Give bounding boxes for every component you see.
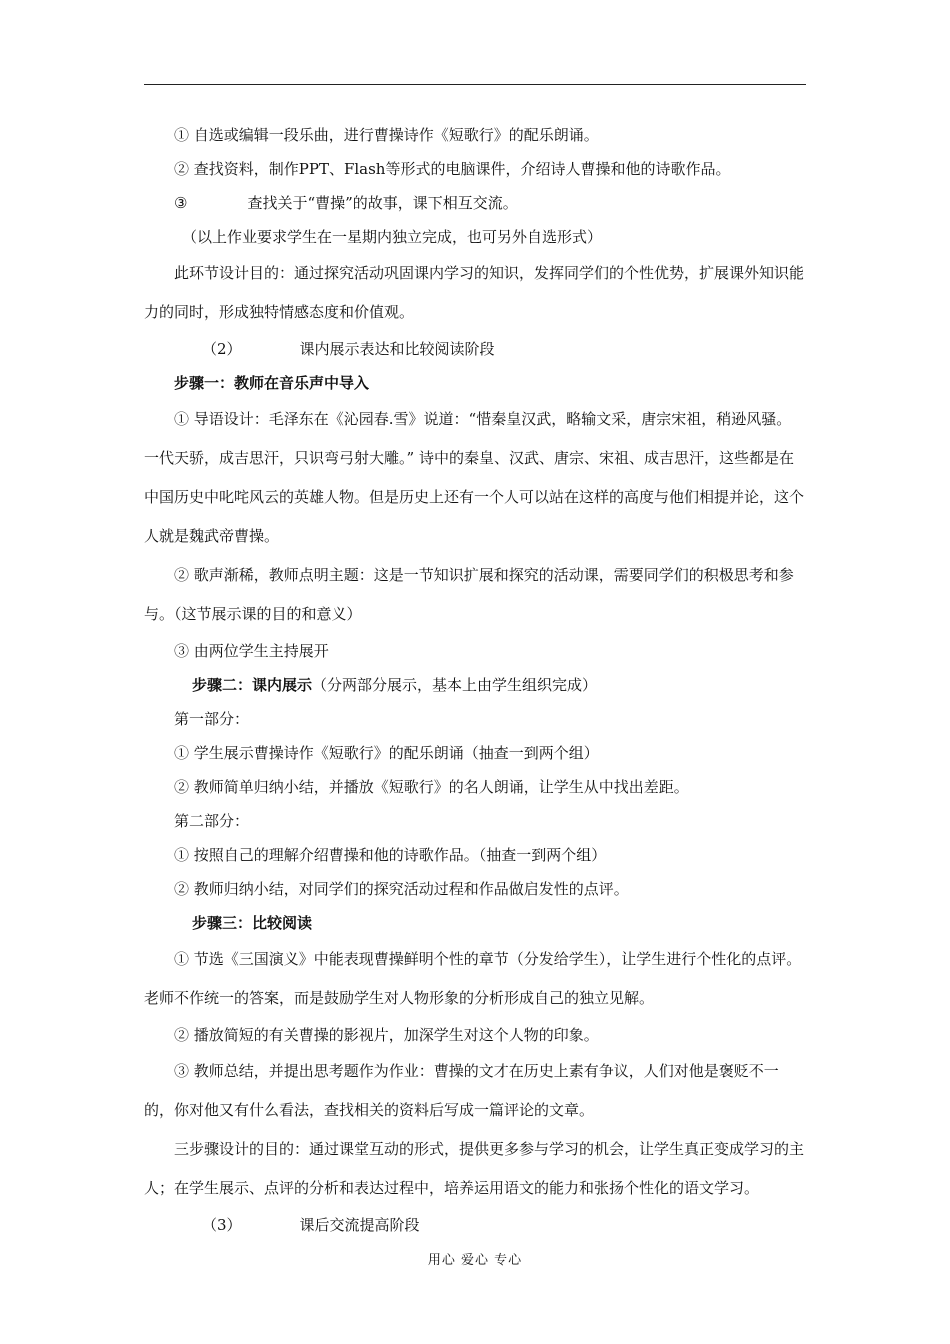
part-1-item-1: ① 学生展示曹操诗作《短歌行》的配乐朗诵（抽查一到两个组）: [174, 744, 599, 762]
part-2-item-1: ① 按照自己的理解介绍曹操和他的诗歌作品。（抽查一到两个组）: [174, 846, 607, 864]
header-rule: [144, 84, 806, 85]
paragraph-3: [144, 186, 806, 220]
step-3-heading: 步骤三：比较阅读: [192, 914, 313, 932]
section-3-heading: [144, 1208, 806, 1242]
step-1-heading: 步骤一：教师在音乐声中导入: [174, 374, 370, 392]
part-2-item-2: ② 教师归纳小结，对同学们的探究活动过程和作品做启发性的点评。: [174, 880, 629, 898]
paragraph-2: ② 查找资料，制作PPT、Flash等形式的电脑课件，介绍诗人曹操和他的诗歌作品。: [174, 160, 731, 178]
part-2-label: 第二部分：: [174, 812, 250, 830]
step-2-heading: [144, 668, 806, 702]
section-3-title: 课后交流提高阶段: [299, 1216, 420, 1234]
item-3-text: 查找关于“曹操”的故事，课下相互交流。: [247, 194, 518, 212]
paragraph-4: （以上作业要求学生在一星期内独立完成，也可另外自选形式）: [182, 228, 603, 246]
document-body: [144, 118, 806, 1242]
step-1-item-3: ③ 由两位学生主持展开: [174, 642, 329, 660]
section-3-number: （3）: [202, 1216, 242, 1234]
section-2-heading: [144, 332, 806, 366]
paragraph-5: 此环节设计目的：通过探究活动巩固课内学习的知识，发挥同学们的个性优势，扩展课外知识能力的同时，形成独特情感态度和价值观。: [144, 264, 805, 321]
step-3-item-1: ① 节选《三国演义》中能表现曹操鲜明个性的章节（分发给学生），让学生进行个性化的点评。老师不作统一的答案，而是鼓励学生对人物形象的分析形成自己的独立见解。: [144, 950, 802, 1007]
paragraph-purpose: 三步骤设计的目的：通过课堂互动的形式，提供更多参与学习的机会，让学生真正变成学习的主人；在学生展示、点评的分析和表达过程中，培养运用语文的能力和张扬个性化的语文学习。: [144, 1140, 805, 1197]
step-1-item-1: ① 导语设计：毛泽东在《沁园春.雪》说道：“惜秦皇汉武，略输文采，唐宗宋祖，稍逊风骚。一代天骄，成吉思汗，只识弯弓射大雕。” 诗中的秦皇、汉武、唐宗、宋祖、成吉思汗，这些都是在中国历史中叱咤风云的英雄人物。但是历史上还有一个人可以站在这样的高度与他们相提并论，这个人就是魏武帝曹操。: [144, 410, 805, 545]
section-2-title: 课内展示表达和比较阅读阶段: [299, 340, 495, 358]
step-3-item-3: ③ 教师总结，并提出思考题作为作业：曹操的文才在历史上素有争议，人们对他是褒贬不一的，你对他又有什么看法，查找相关的资料后写成一篇评论的文章。: [144, 1062, 779, 1119]
paragraph-1: ① 自选或编辑一段乐曲，进行曹操诗作《短歌行》的配乐朗诵。: [174, 126, 599, 144]
part-1-item-2: ② 教师简单归纳小结，并播放《短歌行》的名人朗诵，让学生从中找出差距。: [174, 778, 689, 796]
section-2-number: （2）: [202, 340, 242, 358]
step-2-note: （分两部分展示，基本上由学生组织完成）: [312, 676, 598, 694]
part-1-label: 第一部分：: [174, 710, 250, 728]
step-2-title: 步骤二：课内展示: [192, 676, 313, 694]
page-footer: 用心 爱心 专心: [427, 1253, 523, 1268]
step-1-item-2: ② 歌声渐稀，教师点明主题：这是一节知识扩展和探究的活动课，需要同学们的积极思考和参与。（这节展示课的目的和意义）: [144, 566, 794, 623]
step-3-item-2: ② 播放简短的有关曹操的影视片，加深学生对这个人物的印象。: [174, 1026, 599, 1044]
item-number-3: ③: [174, 194, 188, 212]
